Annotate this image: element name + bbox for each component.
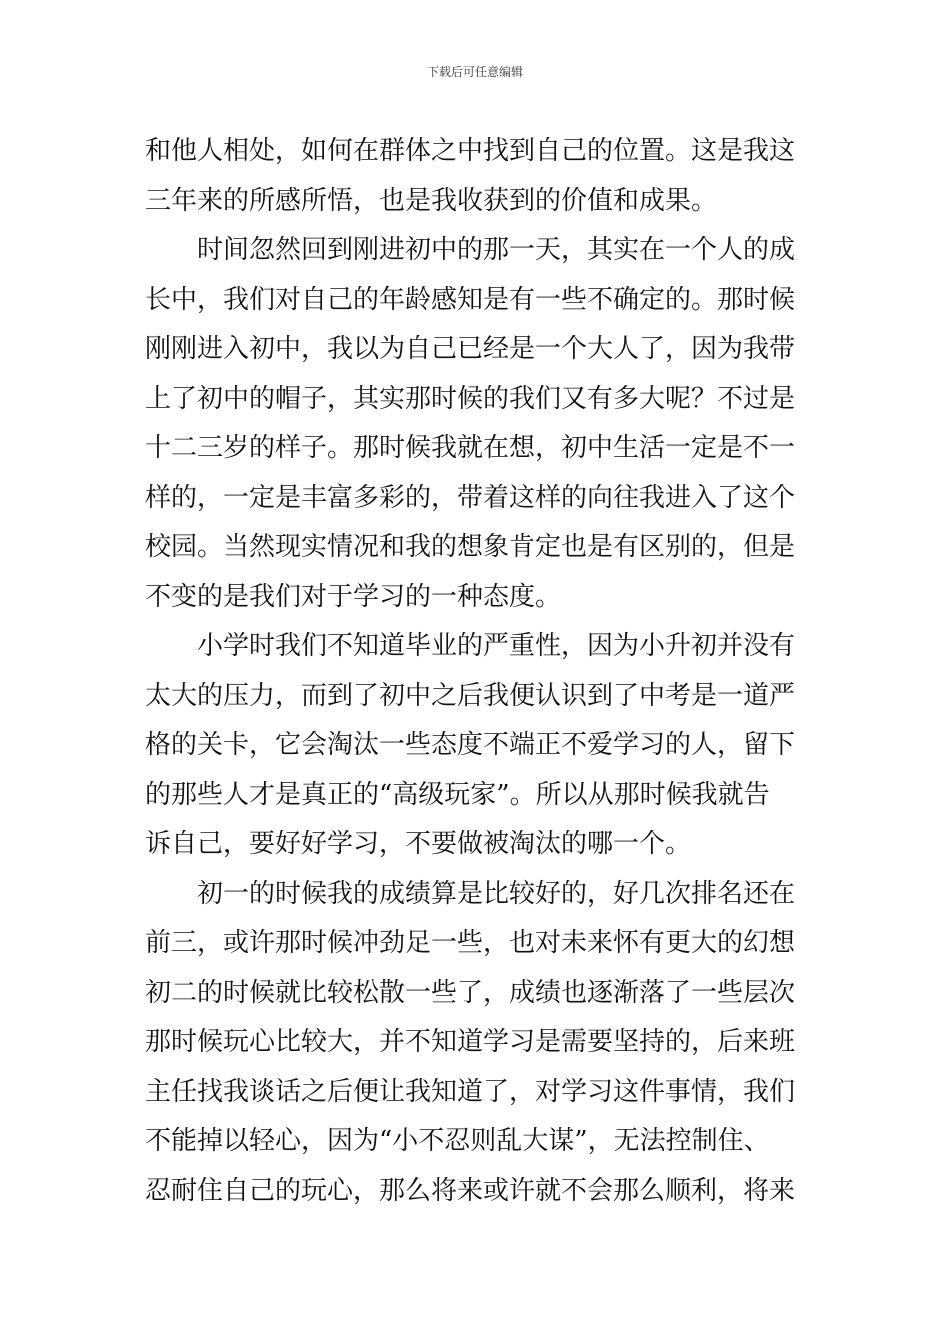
text-line: 和他人相处，如何在群体之中找到自己的位置。这是我这 — [145, 136, 796, 166]
text-line: 太大的压力，而到了初中之后我便认识到了中考是一道严 — [145, 680, 796, 711]
text-line: 的那些人才是真正的“高级玩家”。所以从那时候我就告 — [145, 779, 770, 810]
text-line: 十二三岁的样子。那时候我就在想，初中生活一定是不一 — [145, 433, 796, 463]
text-line: 主任找我谈话之后便让我知道了，对学习这件事情，我们 — [145, 1076, 796, 1107]
paragraph — [145, 226, 810, 622]
text-line: 样的，一定是丰富多彩的，带着这样的向往我进入了这个 — [145, 482, 796, 513]
page-header: 下载后可任意编辑 — [426, 65, 523, 79]
text-line: 时间忽然回到刚进初中的那一天，其实在一个人的成 — [197, 235, 796, 265]
text-line: 长中，我们对自己的年龄感知是有一些不确定的。那时候 — [145, 284, 796, 315]
text-line: 不能掉以轻心，因为“小不忍则乱大谋”，无法控制住、 — [145, 1126, 770, 1156]
text-line: 刚刚进入初中，我以为自己已经是一个大人了，因为我带 — [145, 334, 796, 364]
text-line: 忍耐住自己的玩心，那么将来或许就不会那么顺利，将来 — [145, 1175, 796, 1206]
text-line: 校园。当然现实情况和我的想象肯定也是有区别的，但是 — [145, 532, 796, 562]
paragraph — [145, 127, 810, 226]
text-line: 格的关卡，它会淘汰一些态度不端正不爱学习的人，留下 — [145, 730, 796, 760]
text-line: 不变的是我们对于学习的一种态度。 — [145, 581, 562, 612]
text-line: 小学时我们不知道毕业的严重性，因为小升初并没有 — [197, 631, 796, 661]
text-line: 初二的时候就比较松散一些了，成绩也逐渐落了一些层次 — [145, 977, 796, 1008]
text-line: 诉自己，要好好学习，不要做被淘汰的哪一个。 — [145, 829, 692, 859]
text-line: 三年来的所感所悟，也是我收获到的价值和成果。 — [145, 185, 718, 216]
text-line: 上了初中的帽子，其实那时候的我们又有多大呢？不过是 — [145, 383, 796, 414]
text-line: 前三，或许那时候冲劲足一些，也对未来怀有更大的幻想 — [145, 928, 796, 958]
text-line: 那时候玩心比较大，并不知道学习是需要坚持的，后来班 — [145, 1027, 796, 1057]
text-line: 初一的时候我的成绩算是比较好的，好几次排名还在 — [197, 878, 796, 909]
paragraph — [145, 870, 810, 1217]
paragraph — [145, 622, 810, 870]
body-text — [145, 127, 810, 1216]
